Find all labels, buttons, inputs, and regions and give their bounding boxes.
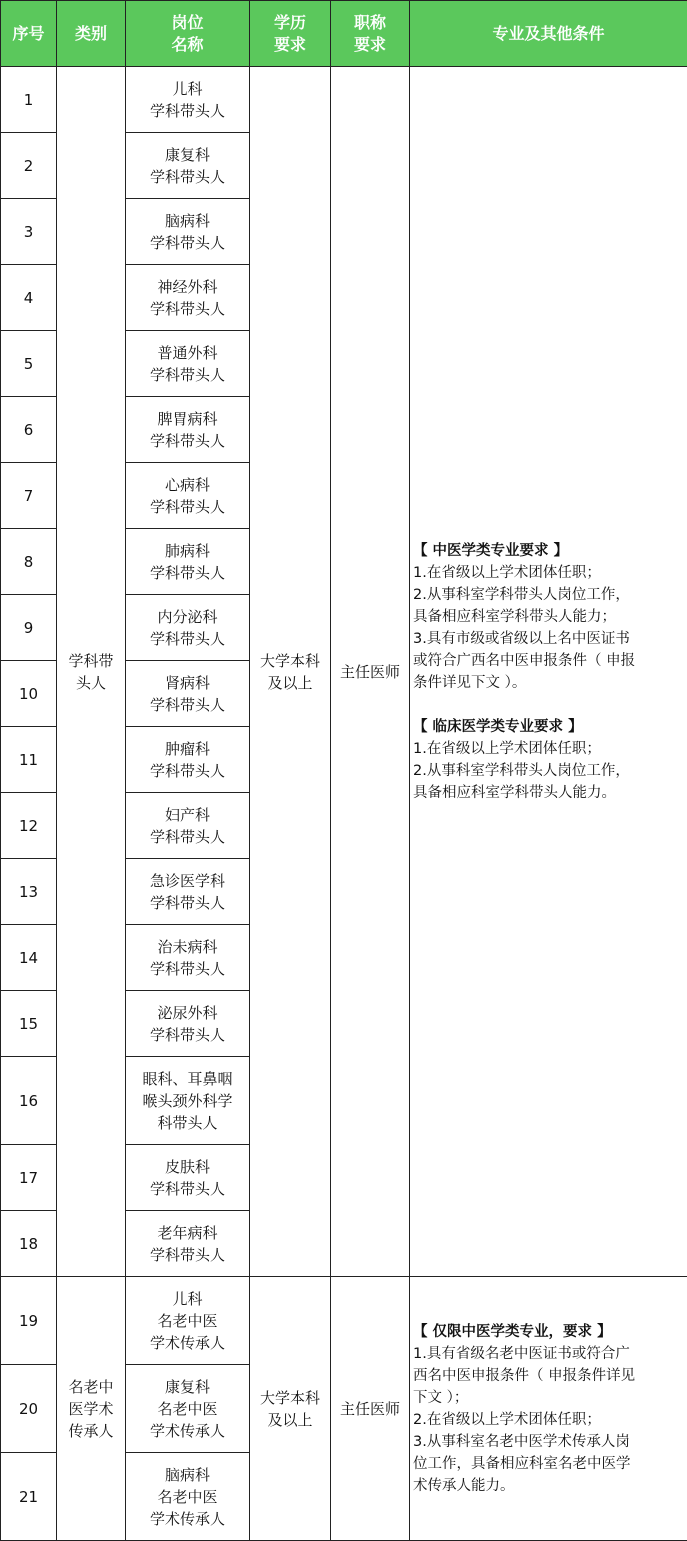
text-line: 条件详见下文 ）。 bbox=[413, 674, 527, 691]
text-line: 泌尿外科 bbox=[157, 1003, 218, 1022]
text-line: 名老中 bbox=[68, 1377, 114, 1396]
text-line: 妇产科 bbox=[164, 805, 210, 824]
text-line: 1.在省级以上学术团体任职； bbox=[413, 740, 601, 757]
text-line: 学科带头人 bbox=[149, 827, 225, 846]
text-line: 学科带头人 bbox=[149, 1179, 225, 1198]
text-line: 职称 bbox=[353, 12, 386, 32]
conditions-heading: 【 临床医学类专业要求 】 bbox=[413, 718, 583, 735]
conditions-heading: 【 中医学类专业要求 】 bbox=[413, 542, 569, 559]
position-name bbox=[126, 331, 250, 397]
position-name bbox=[126, 1145, 250, 1211]
text-line: 皮肤科 bbox=[164, 1157, 210, 1176]
row-number: 21 bbox=[1, 1453, 57, 1541]
text-line: 1.在省级以上学术团体任职； bbox=[413, 564, 601, 581]
text-line: 心病科 bbox=[164, 475, 210, 494]
text-line: 西名中医申报条件（ 申报条件详见 bbox=[413, 1367, 636, 1384]
text-line: 喉头颈外科学 bbox=[142, 1091, 233, 1110]
row-number: 6 bbox=[1, 397, 57, 463]
row-number: 9 bbox=[1, 595, 57, 661]
text-line: 要求 bbox=[273, 34, 306, 54]
row-number: 15 bbox=[1, 991, 57, 1057]
position-name bbox=[126, 661, 250, 727]
position-name bbox=[126, 1365, 250, 1453]
category-cell bbox=[57, 1277, 126, 1541]
text-line: 下文 ）； bbox=[413, 1389, 469, 1406]
row-number: 5 bbox=[1, 331, 57, 397]
text-line: 老年病科 bbox=[157, 1223, 218, 1242]
row-number: 20 bbox=[1, 1365, 57, 1453]
text-line: 学科带头人 bbox=[149, 1025, 225, 1044]
position-name bbox=[126, 925, 250, 991]
text-line: 学科带头人 bbox=[149, 497, 225, 516]
text-line: 学科带头人 bbox=[149, 299, 225, 318]
header-category: 类别 bbox=[57, 1, 126, 67]
row-number: 11 bbox=[1, 727, 57, 793]
table-row bbox=[1, 1277, 687, 1365]
text-line: 学历 bbox=[273, 12, 306, 32]
text-line: 大学本科 bbox=[259, 1388, 320, 1407]
text-line: 学科带 bbox=[68, 651, 114, 670]
position-name bbox=[126, 463, 250, 529]
text-line: 学科带头人 bbox=[149, 1245, 225, 1264]
conditions-cell bbox=[410, 1277, 687, 1541]
title-requirement: 主任医师 bbox=[331, 1277, 410, 1541]
header-position bbox=[126, 1, 250, 67]
text-line: 科带头人 bbox=[157, 1113, 218, 1132]
text-line: 具备相应科室学科带头人能力。 bbox=[413, 784, 616, 801]
text-line: 大学本科 bbox=[259, 651, 320, 670]
conditions-cell bbox=[410, 67, 687, 1277]
text-line: 学科带头人 bbox=[149, 959, 225, 978]
row-number: 8 bbox=[1, 529, 57, 595]
text-line: 名老中医 bbox=[157, 1311, 218, 1330]
position-name bbox=[126, 67, 250, 133]
row-number: 12 bbox=[1, 793, 57, 859]
text-line: 2.从事科室学科带头人岗位工作， bbox=[413, 762, 630, 779]
text-line: 脑病科 bbox=[164, 1465, 210, 1484]
text-line: 2.从事科室学科带头人岗位工作， bbox=[413, 586, 630, 603]
position-name bbox=[126, 199, 250, 265]
position-name bbox=[126, 397, 250, 463]
row-number: 4 bbox=[1, 265, 57, 331]
position-name bbox=[126, 1211, 250, 1277]
conditions-heading: 【 仅限中医学类专业，要求 】 bbox=[413, 1323, 612, 1340]
text-line: 普通外科 bbox=[157, 343, 218, 362]
text-line: 学科带头人 bbox=[149, 101, 225, 120]
position-name bbox=[126, 793, 250, 859]
text-line: 头人 bbox=[75, 673, 106, 692]
text-line: 康复科 bbox=[164, 145, 210, 164]
text-line: 具备相应科室学科带头人能力； bbox=[413, 608, 616, 625]
text-line: 学科带头人 bbox=[149, 563, 225, 582]
header-row bbox=[1, 1, 687, 67]
text-line: 急诊医学科 bbox=[149, 871, 225, 890]
text-line: 名老中医 bbox=[157, 1399, 218, 1418]
row-number: 2 bbox=[1, 133, 57, 199]
text-line: 要求 bbox=[353, 34, 386, 54]
text-line: 眼科、耳鼻咽 bbox=[142, 1069, 233, 1088]
header-no: 序号 bbox=[1, 1, 57, 67]
position-name bbox=[126, 595, 250, 661]
text-line: 内分泌科 bbox=[157, 607, 218, 626]
text-line: 及以上 bbox=[267, 1410, 313, 1429]
text-line: 肿瘤科 bbox=[164, 739, 210, 758]
position-name bbox=[126, 727, 250, 793]
text-line: 岗位 bbox=[171, 12, 204, 32]
position-name bbox=[126, 859, 250, 925]
text-line: 神经外科 bbox=[157, 277, 218, 296]
text-line: 学科带头人 bbox=[149, 431, 225, 450]
row-number: 18 bbox=[1, 1211, 57, 1277]
text-line: 学科带头人 bbox=[149, 629, 225, 648]
text-line: 学术传承人 bbox=[149, 1421, 225, 1440]
text-line: 治未病科 bbox=[157, 937, 218, 956]
text-line: 或符合广西名中医申报条件（ 申报 bbox=[413, 652, 636, 669]
text-line: 术传承人能力。 bbox=[413, 1477, 515, 1494]
text-line: 传承人 bbox=[68, 1421, 114, 1440]
position-name bbox=[126, 1453, 250, 1541]
position-name bbox=[126, 1277, 250, 1365]
category-cell bbox=[57, 67, 126, 1277]
row-number: 10 bbox=[1, 661, 57, 727]
text-line: 学术传承人 bbox=[149, 1333, 225, 1352]
text-line: 3.具有市级或省级以上名中医证书 bbox=[413, 630, 630, 647]
text-line: 名老中医 bbox=[157, 1487, 218, 1506]
text-line: 名称 bbox=[171, 34, 204, 54]
text-line: 脾胃病科 bbox=[157, 409, 218, 428]
text-line: 位工作，具备相应科室名老中医学 bbox=[413, 1455, 631, 1472]
text-line: 学科带头人 bbox=[149, 233, 225, 252]
text-line: 医学术 bbox=[68, 1399, 114, 1418]
row-number: 13 bbox=[1, 859, 57, 925]
text-line: 脑病科 bbox=[164, 211, 210, 230]
text-line: 儿科 bbox=[172, 1289, 203, 1308]
text-line: 学科带头人 bbox=[149, 761, 225, 780]
text-line: 学科带头人 bbox=[149, 893, 225, 912]
text-line: 学科带头人 bbox=[149, 695, 225, 714]
header-conditions: 专业及其他条件 bbox=[410, 1, 687, 67]
header-education bbox=[250, 1, 331, 67]
table-row bbox=[1, 67, 687, 133]
text-line: 康复科 bbox=[164, 1377, 210, 1396]
row-number: 7 bbox=[1, 463, 57, 529]
title-requirement: 主任医师 bbox=[331, 67, 410, 1277]
row-number: 1 bbox=[1, 67, 57, 133]
row-number: 19 bbox=[1, 1277, 57, 1365]
text-line: 肺病科 bbox=[164, 541, 210, 560]
header-title bbox=[331, 1, 410, 67]
row-number: 14 bbox=[1, 925, 57, 991]
position-name bbox=[126, 1057, 250, 1145]
text-line: 2.在省级以上学术团体任职； bbox=[413, 1411, 601, 1428]
text-line: 学科带头人 bbox=[149, 167, 225, 186]
text-line: 及以上 bbox=[267, 673, 313, 692]
text-line: 学科带头人 bbox=[149, 365, 225, 384]
row-number: 3 bbox=[1, 199, 57, 265]
position-name bbox=[126, 991, 250, 1057]
row-number: 17 bbox=[1, 1145, 57, 1211]
spacer bbox=[413, 694, 685, 716]
position-name bbox=[126, 133, 250, 199]
text-line: 1.具有省级名老中医证书或符合广 bbox=[413, 1345, 630, 1362]
education-requirement bbox=[250, 1277, 331, 1541]
text-line: 肾病科 bbox=[164, 673, 210, 692]
position-name bbox=[126, 529, 250, 595]
row-number: 16 bbox=[1, 1057, 57, 1145]
education-requirement bbox=[250, 67, 331, 1277]
text-line: 学术传承人 bbox=[149, 1509, 225, 1528]
text-line: 3.从事科室名老中医学术传承人岗 bbox=[413, 1433, 630, 1450]
text-line: 儿科 bbox=[172, 79, 203, 98]
position-name bbox=[126, 265, 250, 331]
